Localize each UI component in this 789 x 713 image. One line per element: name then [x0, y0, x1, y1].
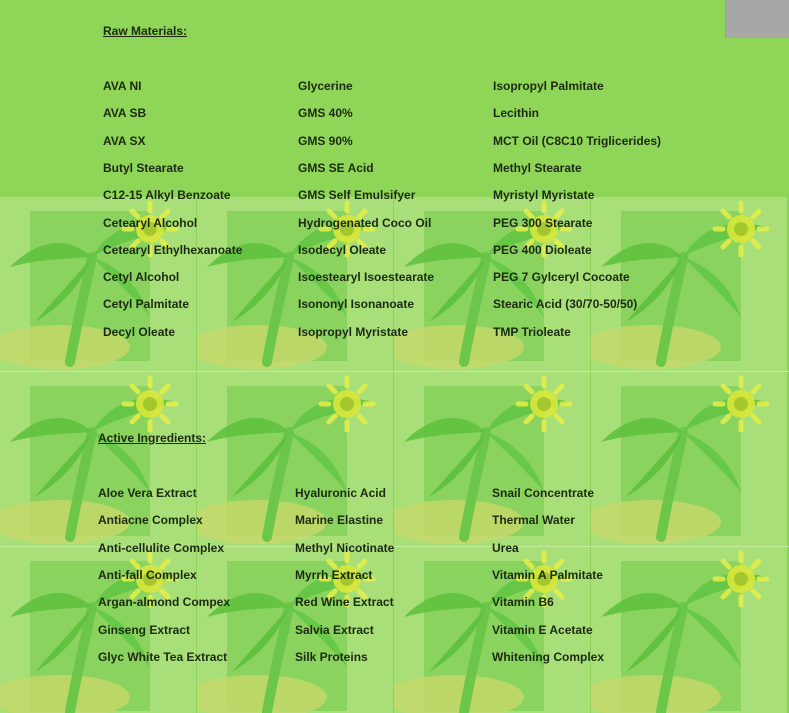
list-item: Cetearyl Alcohol	[103, 216, 198, 230]
list-item: Vitamin E Acetate	[492, 623, 593, 637]
list-item: Cetyl Palmitate	[103, 297, 190, 311]
list-item: Snail Concentrate	[492, 486, 595, 500]
list-item: PEG 400 Dioleate	[493, 243, 592, 257]
list-item: GMS SE Acid	[298, 161, 374, 175]
list-item: Isononyl Isonanoate	[298, 297, 415, 311]
list-item: Hydrogenated Coco Oil	[298, 216, 432, 230]
palm-tree-decoration	[591, 547, 787, 713]
list-item: Cetearyl Ethylhexanoate	[103, 243, 243, 257]
list-item: MCT Oil (C8C10 Triglicerides)	[493, 134, 662, 148]
list-item: Marine Elastine	[295, 513, 384, 527]
list-item: Isoestearyl Isoestearate	[298, 270, 435, 284]
list-item: PEG 300 Stearate	[493, 216, 593, 230]
list-item: GMS 90%	[298, 134, 353, 148]
palm-tree-decoration	[591, 372, 787, 547]
list-item: TMP Trioleate	[493, 325, 571, 339]
list-item: AVA SX	[103, 134, 146, 148]
list-item: Cetyl Alcohol	[103, 270, 180, 284]
list-item: Salvia Extract	[295, 623, 374, 637]
list-item: Methyl Nicotinate	[295, 541, 395, 555]
list-item: Anti-fall Complex	[98, 568, 197, 582]
list-item: Vitamin A Palmitate	[492, 568, 603, 582]
list-item: Vitamin B6	[492, 595, 554, 609]
list-item: Lecithin	[493, 106, 540, 120]
scroll-corner-block	[725, 0, 789, 38]
list-item: Glyc White Tea Extract	[98, 650, 228, 664]
list-item: Anti-cellulite Complex	[98, 541, 225, 555]
palm-tree-decoration	[591, 197, 787, 372]
list-item: GMS Self Emulsifyer	[298, 188, 416, 202]
list-item: Butyl Stearate	[103, 161, 184, 175]
list-item: Stearic Acid (30/70-50/50)	[493, 297, 638, 311]
list-item: Argan-almond Compex	[98, 595, 231, 609]
list-item: AVA NI	[103, 79, 142, 93]
list-item: Thermal Water	[492, 513, 575, 527]
list-item: Antiacne Complex	[98, 513, 203, 527]
list-item: Isopropyl Palmitate	[493, 79, 604, 93]
list-item: Urea	[492, 541, 519, 555]
active-ingredients-heading: Active Ingredients:	[98, 431, 207, 445]
list-item: Aloe Vera Extract	[98, 486, 197, 500]
list-item: Hyaluronic Acid	[295, 486, 386, 500]
list-item: Decyl Oleate	[103, 325, 176, 339]
raw-materials-heading: Raw Materials:	[103, 24, 188, 38]
list-item: Glycerine	[298, 79, 353, 93]
list-item: Ginseng Extract	[98, 623, 191, 637]
list-item: Isodecyl Oleate	[298, 243, 387, 257]
list-item: Whitening Complex	[492, 650, 604, 664]
list-item: Myristyl Myristate	[493, 188, 595, 202]
list-item: Silk Proteins	[295, 650, 368, 664]
list-item: Red Wine Extract	[295, 595, 394, 609]
list-item: PEG 7 Gylceryl Cocoate	[493, 270, 630, 284]
list-item: Myrrh Extract	[295, 568, 373, 582]
list-item: GMS 40%	[298, 106, 353, 120]
list-item: Isopropyl Myristate	[298, 325, 409, 339]
list-item: C12-15 Alkyl Benzoate	[103, 188, 231, 202]
list-item: AVA SB	[103, 106, 147, 120]
list-item: Methyl Stearate	[493, 161, 582, 175]
